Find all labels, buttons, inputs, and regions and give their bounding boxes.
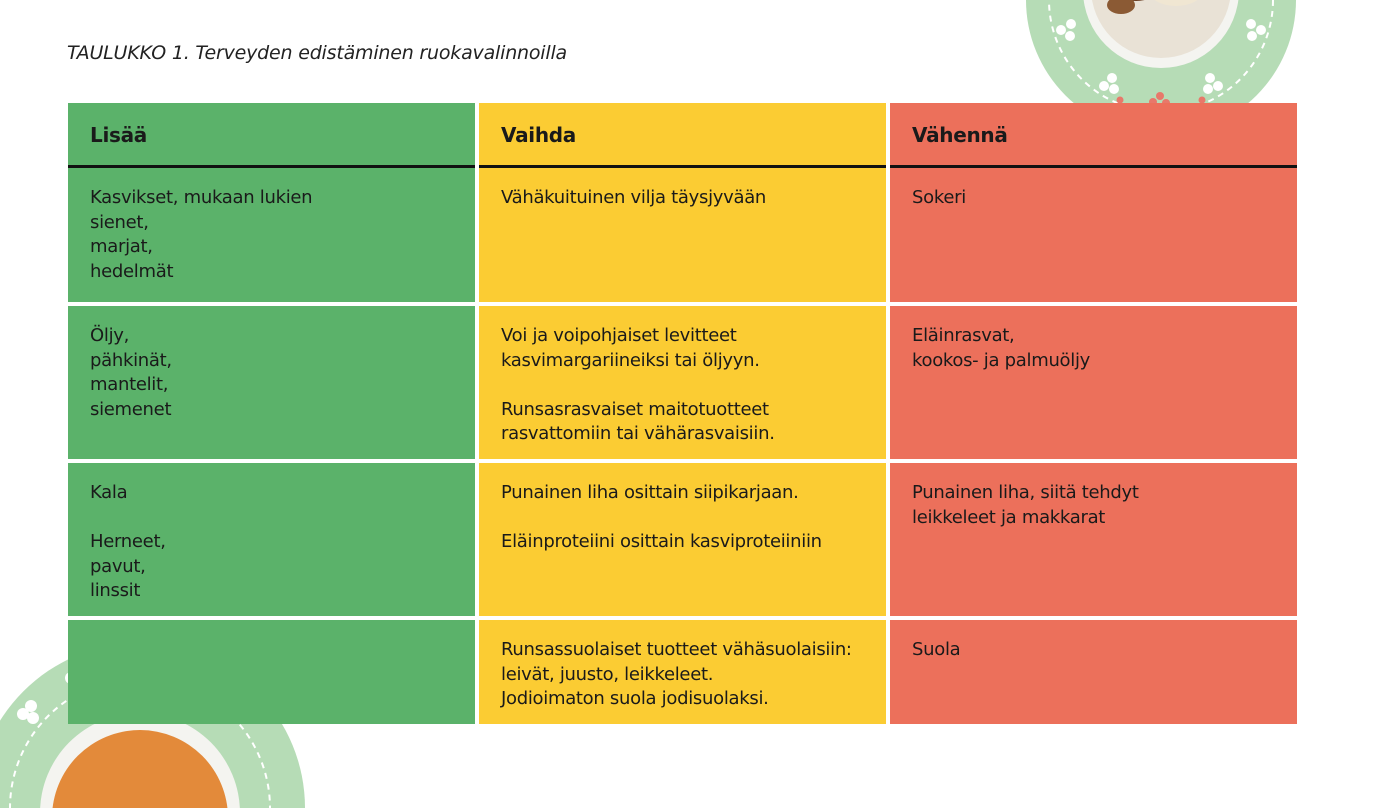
cell-swap-row1: Vähäkuituinen vilja täysjyvään bbox=[479, 168, 886, 302]
header-add: Lisää bbox=[68, 103, 475, 168]
cell-reduce-row1: Sokeri bbox=[890, 168, 1297, 302]
cell-swap-row4: Runsassuolaiset tuotteet vähäsuolaisiin: leivät, juusto, leikkeleet. Jodioimaton suola jodisuolaksi. bbox=[479, 616, 886, 724]
cell-swap-row3: Punainen liha osittain siipikarjaan. Eläinproteiini osittain kasviproteiiniin bbox=[479, 459, 886, 616]
cell-add-row2: Öljy, pähkinät, mantelit, siemenet bbox=[68, 302, 475, 459]
cell-add-row3: Kala Herneet, pavut, linssit bbox=[68, 459, 475, 616]
cell-reduce-row2: Eläinrasvat, kookos- ja palmuöljy bbox=[890, 302, 1297, 459]
cell-swap-row2: Voi ja voipohjaiset levitteet kasvimargariineiksi tai öljyyn. Runsasrasvaiset maitotuotteet rasvattomiin tai vähärasvaisiin. bbox=[479, 302, 886, 459]
header-reduce: Vähennä bbox=[890, 103, 1297, 168]
food-choice-table bbox=[68, 103, 1299, 735]
cell-reduce-row4: Suola bbox=[890, 616, 1297, 724]
cell-add-row4 bbox=[68, 616, 475, 724]
cell-reduce-row3: Punainen liha, siitä tehdyt leikkeleet ja makkarat bbox=[890, 459, 1297, 616]
header-swap: Vaihda bbox=[479, 103, 886, 168]
cell-add-row1: Kasvikset, mukaan lukien sienet, marjat, hedelmät bbox=[68, 168, 475, 302]
table-caption: TAULUKKO 1. Terveyden edistäminen ruokavalinnoilla bbox=[67, 42, 567, 64]
